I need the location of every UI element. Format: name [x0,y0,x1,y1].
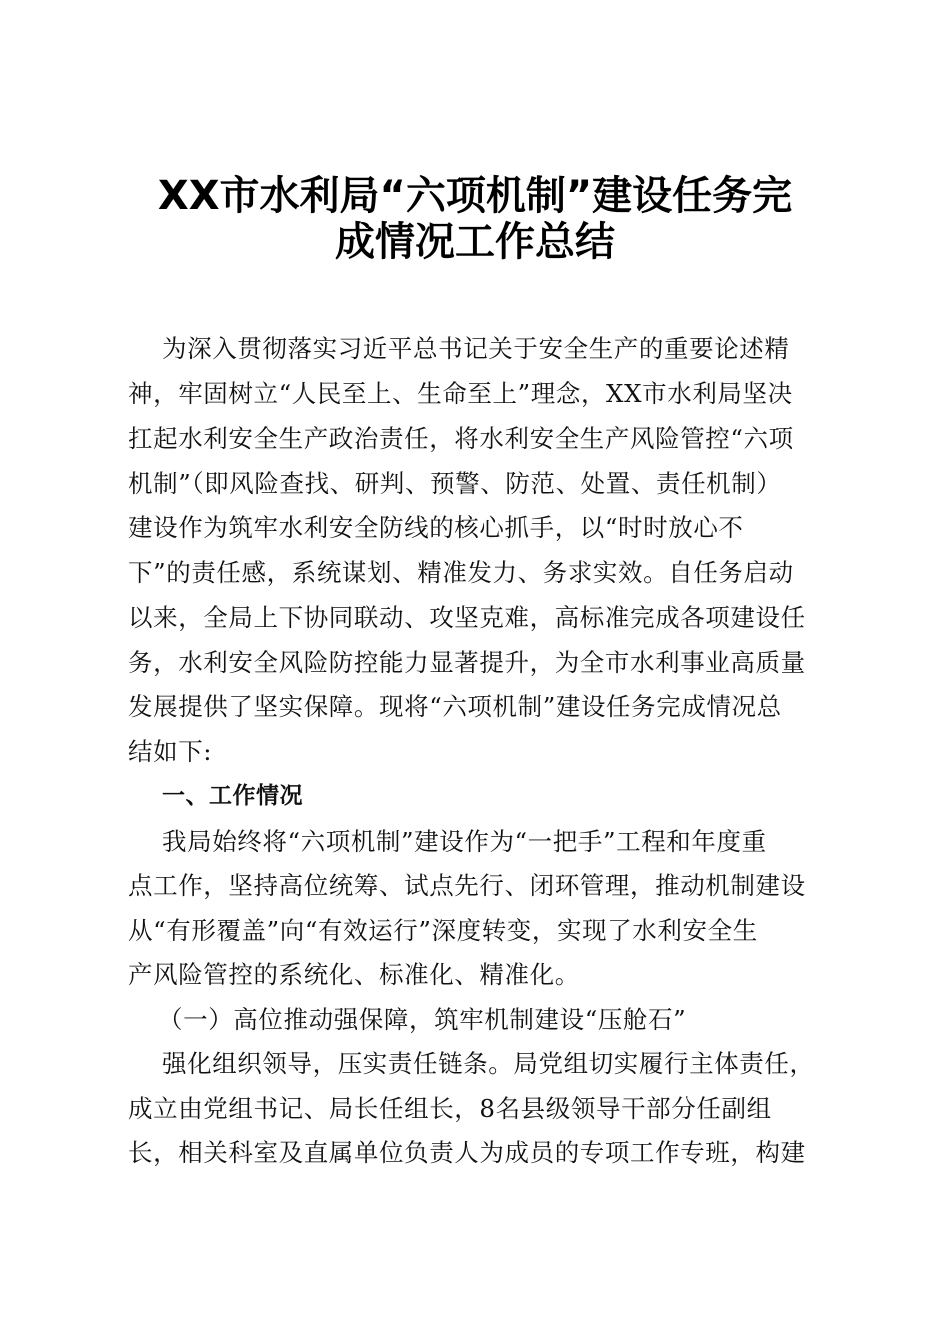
document-title-line-1: XX市水利局“六项机制”建设任务完 [157,173,793,219]
intro-line: 下”的责任感，系统谋划、精准发力、务求实效。自任务启动 [128,558,794,587]
subsection-1-line: 成立由党组书记、局长任组长，8名县级领导干部分任副组 [128,1094,772,1123]
intro-line: 建设作为筑牢水利安全防线的核心抓手，以“时时放心不 [128,513,744,542]
section-heading-work-status: 一、工作情况 [162,783,303,809]
subsection-1-line: 长，相关科室及直属单位负责人为成员的专项工作专班，构建 [128,1138,806,1167]
intro-line: 神，牢固树立“人民至上、生命至上”理念，XX市水利局坚决 [128,379,793,408]
intro-line: 扛起水利安全生产政治责任，将水利安全生产风险管控“六项 [128,424,794,453]
section-1-line: 我局始终将“六项机制”建设作为“一把手”工程和年度重 [162,827,767,856]
subsection-heading: （一）高位推动强保障，筑牢机制建设“压舱石” [158,1005,687,1034]
intro-line: 机制”（即风险查找、研判、预警、防范、处置、责任机制） [128,469,782,498]
subsection-1-line: 强化组织领导，压实责任链条。局党组切实履行主体责任， [162,1049,815,1078]
intro-line: 以来，全局上下协同联动、攻坚克难，高标准完成各项建设任 [128,603,806,632]
intro-line: 务，水利安全风险防控能力显著提升，为全市水利事业高质量 [128,648,806,677]
intro-line: 为深入贯彻落实习近平总书记关于安全生产的重要论述精 [162,334,790,363]
intro-line: 发展提供了坚实保障。现将“六项机制”建设任务完成情况总 [128,692,782,721]
intro-line: 结如下: [128,737,213,766]
section-1-line: 从“有形覆盖”向“有效运行”深度转变，实现了水利安全生 [128,916,758,945]
document-title-line-2: 成情况工作总结 [335,219,615,265]
section-1-line: 产风险管控的系统化、标准化、精准化。 [128,960,580,989]
section-1-line: 点工作，坚持高位统筹、试点先行、闭环管理，推动机制建设 [128,871,806,900]
